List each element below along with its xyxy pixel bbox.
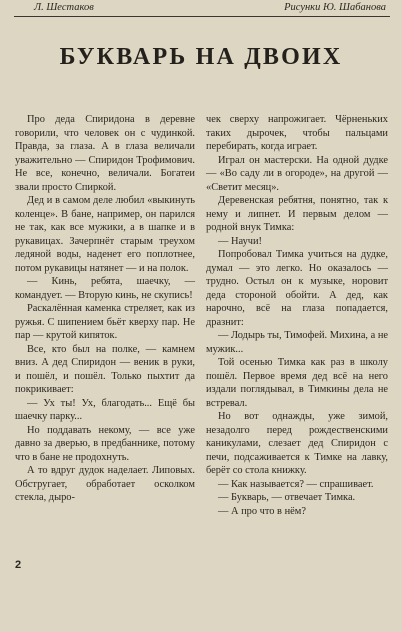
paragraph: Но поддавать некому, — все уже давно за дверью, в предбаннике, потому что в бане не продохнуть. (15, 424, 195, 463)
paragraph: — Букварь, — отвечает Тимка. (218, 492, 356, 503)
paragraph: Играл он мастерски. На одной дудке — «Во саду ли в огороде», на другой — «Светит месяц». (206, 154, 388, 193)
paragraph: — Кинь, ребята, шаечку, — командует. — Вторую кинь, не скупись! (15, 276, 195, 301)
paragraph: — Ух ты! Ух, благодать... Ещё бы шаечку парку... (15, 397, 195, 422)
paragraph: Раскалённая каменка стреляет, как из ружья. С шипением бьёт кверху пар. Не пар — крутой кипяток. (15, 303, 195, 341)
paragraph: Дед и в самом деле любил «выкинуть коленце». В бане, например, он парился не так, как все мужики, а в шапке и в рукавицах. Зачерпнёт старым треухом ледяной воды, наденет его поплотнее, потом рукавицы натянет — и на полок. (15, 195, 195, 274)
paragraph: Но вот однажды, уже зимой, незадолго перед рождественскими каникулами, слезает дед Спиридон с печи, подсаживается к Тимке на лавку, берёт со стола книжку. (206, 411, 388, 476)
paragraph: — Научи! (218, 235, 263, 247)
paragraph: — Лодырь ты, Тимофей. Михина, а не мужик... (206, 330, 389, 355)
text-column-right (206, 113, 388, 518)
paragraph: Про деда Спиридона в деревне говорили, что человек он с чудинкой. Правда, за глаза. А в глаза величали уважительно — Спиридон Трофимович. Не все, конечно, величали. Богатеи звали просто Спиркой. (15, 114, 195, 193)
paragraph: Деревенская ребятня, понятно, так к нему и липнет. И первым делом — родной внук Тимка: (206, 195, 388, 233)
story-title: БУКВАРЬ НА ДВОИХ (59, 44, 343, 70)
paragraph: Той осенью Тимка как раз в школу пошёл. Первое время дед всё на него издали поглядывал, в Тимкины дела не встревал. (206, 357, 388, 409)
paragraph: чек сверху напрожигает. Чёрненьких таких дырочек, чтобы пальцами перебирать, когда играет. (206, 114, 388, 152)
author-name: Л. Шестаков (34, 2, 94, 13)
illustration-credit: Рисунки Ю. Шабанова (284, 2, 386, 13)
paragraph: Все, кто был на полке, — камнем вниз. А дед Спиридон — веник в руки, и пошёл, и пошёл. Только пыхтит да покрикивает: (15, 343, 195, 395)
paragraph: Попробовал Тимка учиться на дудке, думал — это легко. Но оказалось — трудно. Остыл он к музыке, норовит деда стороной обойти. А дед, как нарочно, всё на глаза попадается, дразнит: (206, 249, 388, 328)
paragraph: А то вдруг дудок наделает. Липовых. Обстругает, обработает осколком стекла, дыро- (15, 465, 195, 503)
paragraph: — Как называется? — спрашивает. (218, 478, 374, 490)
paragraph: — А про что в нём? (218, 505, 306, 517)
text-column-left (15, 113, 195, 505)
page-header (14, 2, 390, 17)
page-number: 2 (15, 559, 22, 571)
